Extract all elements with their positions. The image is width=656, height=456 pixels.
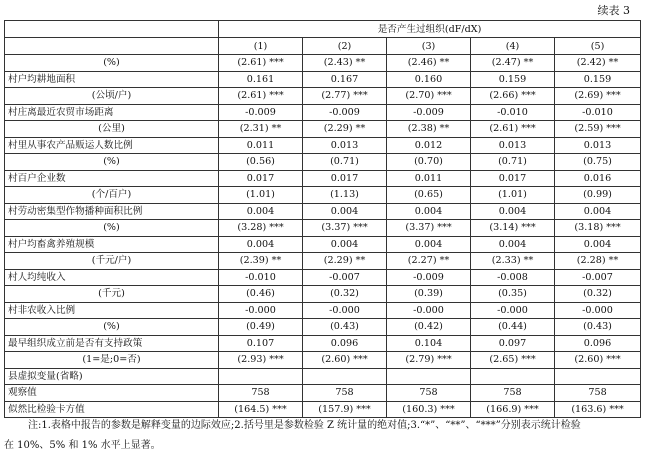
cell-value: (2.39) ** xyxy=(219,253,303,270)
table-row-stat xyxy=(5,55,641,72)
cell-value: (0.35) xyxy=(471,286,555,303)
cell-value: -0.007 xyxy=(303,269,387,286)
header-blank-cell xyxy=(5,21,219,38)
cell-value: 0.004 xyxy=(219,203,303,220)
row-label: 似然比检验卡方值 xyxy=(5,401,219,418)
cell-value: (0.65) xyxy=(387,187,471,204)
row-label: (个/百户) xyxy=(5,187,219,204)
cell-value: (2.42) ** xyxy=(555,55,641,72)
cell-value: (0.46) xyxy=(219,286,303,303)
row-label: 观察值 xyxy=(5,385,219,402)
row-label: (公里) xyxy=(5,121,219,138)
group-title: 是否产生过组织(dF/dX) xyxy=(219,21,641,38)
table-note xyxy=(4,416,644,456)
cell-value: (2.61) *** xyxy=(219,55,303,72)
cell-value: (2.46) ** xyxy=(387,55,471,72)
cell-value: -0.009 xyxy=(303,104,387,121)
table-row-variable xyxy=(5,71,641,88)
cell-value: (0.39) xyxy=(387,286,471,303)
cell-value: -0.000 xyxy=(303,302,387,319)
table-row-variable xyxy=(5,368,641,385)
row-label: 村庄离最近农贸市场距离 xyxy=(5,104,219,121)
cell-value: (2.61) *** xyxy=(219,88,303,105)
cell-value: 0.017 xyxy=(471,170,555,187)
table-row-variable xyxy=(5,203,641,220)
cell-value: 758 xyxy=(471,385,555,402)
row-label: 村非农收入比例 xyxy=(5,302,219,319)
cell-value xyxy=(555,368,641,385)
cell-value: 0.107 xyxy=(219,335,303,352)
cell-value: 0.016 xyxy=(555,170,641,187)
table-row-stat xyxy=(5,154,641,171)
cell-value: 0.159 xyxy=(555,71,641,88)
cell-value: 758 xyxy=(303,385,387,402)
row-label: (%) xyxy=(5,154,219,171)
column-header: (1) xyxy=(219,38,303,55)
cell-value: (0.32) xyxy=(555,286,641,303)
table-row-stat xyxy=(5,352,641,369)
cell-value: 0.004 xyxy=(303,203,387,220)
cell-value: (3.14) *** xyxy=(471,220,555,237)
cell-value: -0.009 xyxy=(387,104,471,121)
cell-value: (2.59) *** xyxy=(555,121,641,138)
cell-value: (0.56) xyxy=(219,154,303,171)
table-row-stat xyxy=(5,286,641,303)
cell-value: -0.007 xyxy=(555,269,641,286)
cell-value: (0.32) xyxy=(303,286,387,303)
cell-value: 758 xyxy=(219,385,303,402)
note-line-1: 注:1.表格中报告的参数是解释变量的边际效应;2.括号里是参数检验 Z 统计量的绝对值;3.“*”、“**”、“***”分别表示统计检验 xyxy=(28,420,581,431)
cell-value: -0.010 xyxy=(555,104,641,121)
cell-value: -0.000 xyxy=(471,302,555,319)
results-table xyxy=(4,20,641,418)
row-label: 村劳动密集型作物播种面积比例 xyxy=(5,203,219,220)
row-label: 最早组织成立前是否有支持政策 xyxy=(5,335,219,352)
cell-value: 0.013 xyxy=(471,137,555,154)
cell-value: (2.33) ** xyxy=(471,253,555,270)
continued-label: 续表 3 xyxy=(597,4,630,17)
cell-value: (0.43) xyxy=(303,319,387,336)
cell-value: 0.159 xyxy=(471,71,555,88)
cell-value: 0.004 xyxy=(387,236,471,253)
cell-value: 0.004 xyxy=(219,236,303,253)
row-label: (公顷/户) xyxy=(5,88,219,105)
cell-value: 0.004 xyxy=(555,203,641,220)
cell-value xyxy=(387,368,471,385)
header-blank-cell xyxy=(5,38,219,55)
table-row-variable xyxy=(5,385,641,402)
cell-value: -0.000 xyxy=(387,302,471,319)
cell-value: 758 xyxy=(387,385,471,402)
column-header: (4) xyxy=(471,38,555,55)
row-label: (%) xyxy=(5,55,219,72)
cell-value: 0.013 xyxy=(303,137,387,154)
cell-value: (0.71) xyxy=(303,154,387,171)
cell-value: (2.60) *** xyxy=(555,352,641,369)
row-label: (%) xyxy=(5,220,219,237)
row-label: 村户均耕地面积 xyxy=(5,71,219,88)
cell-value: (0.99) xyxy=(555,187,641,204)
cell-value: 0.013 xyxy=(555,137,641,154)
cell-value: (1.01) xyxy=(471,187,555,204)
cell-value: 0.004 xyxy=(471,236,555,253)
cell-value: -0.008 xyxy=(471,269,555,286)
cell-value: (2.29) ** xyxy=(303,121,387,138)
row-label: (千元/户) xyxy=(5,253,219,270)
table-row-stat xyxy=(5,253,641,270)
cell-value: (157.9) *** xyxy=(303,401,387,418)
cell-value: 0.012 xyxy=(387,137,471,154)
table-row-stat xyxy=(5,121,641,138)
cell-value xyxy=(219,368,303,385)
cell-value: 0.004 xyxy=(387,203,471,220)
row-label: 县虚拟变量(省略) xyxy=(5,368,219,385)
cell-value: (0.42) xyxy=(387,319,471,336)
column-header: (5) xyxy=(555,38,641,55)
cell-value: (2.28) ** xyxy=(555,253,641,270)
cell-value: -0.010 xyxy=(471,104,555,121)
note-line-2: 在 10%、5% 和 1% 水平上显著。 xyxy=(4,440,161,451)
cell-value: 0.004 xyxy=(303,236,387,253)
cell-value: (1.01) xyxy=(219,187,303,204)
table-row-stat xyxy=(5,220,641,237)
cell-value xyxy=(471,368,555,385)
cell-value: -0.009 xyxy=(387,269,471,286)
cell-value: -0.000 xyxy=(555,302,641,319)
cell-value: 0.167 xyxy=(303,71,387,88)
cell-value: (0.44) xyxy=(471,319,555,336)
table-row-stat xyxy=(5,319,641,336)
cell-value: -0.000 xyxy=(219,302,303,319)
table-row-variable xyxy=(5,137,641,154)
cell-value: (2.61) *** xyxy=(471,121,555,138)
cell-value: (0.75) xyxy=(555,154,641,171)
cell-value: (3.37) *** xyxy=(387,220,471,237)
cell-value: 0.017 xyxy=(303,170,387,187)
cell-value: (2.29) ** xyxy=(303,253,387,270)
cell-value: 0.004 xyxy=(555,236,641,253)
table-row-stat xyxy=(5,88,641,105)
row-label: 村户均畜禽养殖规模 xyxy=(5,236,219,253)
cell-value: (166.9) *** xyxy=(471,401,555,418)
cell-value: (3.18) *** xyxy=(555,220,641,237)
cell-value xyxy=(303,368,387,385)
cell-value: 0.096 xyxy=(303,335,387,352)
cell-value: 0.011 xyxy=(387,170,471,187)
header-columns-row xyxy=(5,38,641,55)
table-row-variable xyxy=(5,104,641,121)
table-row-variable xyxy=(5,236,641,253)
cell-value: 0.017 xyxy=(219,170,303,187)
cell-value: (0.70) xyxy=(387,154,471,171)
cell-value: (2.69) *** xyxy=(555,88,641,105)
table-row-variable xyxy=(5,170,641,187)
cell-value: 758 xyxy=(555,385,641,402)
cell-value: (164.5) *** xyxy=(219,401,303,418)
row-label: 村人均纯收入 xyxy=(5,269,219,286)
cell-value: 0.097 xyxy=(471,335,555,352)
table-row-variable xyxy=(5,302,641,319)
cell-value: 0.011 xyxy=(219,137,303,154)
cell-value: (2.38) ** xyxy=(387,121,471,138)
cell-value: -0.009 xyxy=(219,104,303,121)
cell-value: 0.160 xyxy=(387,71,471,88)
cell-value: (2.93) *** xyxy=(219,352,303,369)
cell-value: (2.43) ** xyxy=(303,55,387,72)
cell-value: (2.70) *** xyxy=(387,88,471,105)
cell-value: (2.47) ** xyxy=(471,55,555,72)
cell-value: (2.79) *** xyxy=(387,352,471,369)
row-label: (1=是;0=否) xyxy=(5,352,219,369)
header-group-row xyxy=(5,21,641,38)
cell-value: (2.60) *** xyxy=(303,352,387,369)
cell-value: (0.43) xyxy=(555,319,641,336)
cell-value: (2.27) ** xyxy=(387,253,471,270)
column-header: (2) xyxy=(303,38,387,55)
cell-value: (0.71) xyxy=(471,154,555,171)
cell-value: (2.31) ** xyxy=(219,121,303,138)
cell-value: (1.13) xyxy=(303,187,387,204)
table-row-stat xyxy=(5,187,641,204)
column-header: (3) xyxy=(387,38,471,55)
table-row-variable xyxy=(5,269,641,286)
table-row-variable xyxy=(5,335,641,352)
cell-value: (3.28) *** xyxy=(219,220,303,237)
row-label: (千元) xyxy=(5,286,219,303)
row-label: 村百户企业数 xyxy=(5,170,219,187)
cell-value: 0.161 xyxy=(219,71,303,88)
cell-value: (2.77) *** xyxy=(303,88,387,105)
cell-value: -0.010 xyxy=(219,269,303,286)
row-label: 村里从事农产品贩运人数比例 xyxy=(5,137,219,154)
cell-value: (160.3) *** xyxy=(387,401,471,418)
cell-value: (0.49) xyxy=(219,319,303,336)
cell-value: (2.66) *** xyxy=(471,88,555,105)
cell-value: 0.104 xyxy=(387,335,471,352)
cell-value: (3.37) *** xyxy=(303,220,387,237)
cell-value: (163.6) *** xyxy=(555,401,641,418)
cell-value: 0.004 xyxy=(471,203,555,220)
cell-value: (2.65) *** xyxy=(471,352,555,369)
row-label: (%) xyxy=(5,319,219,336)
cell-value: 0.096 xyxy=(555,335,641,352)
